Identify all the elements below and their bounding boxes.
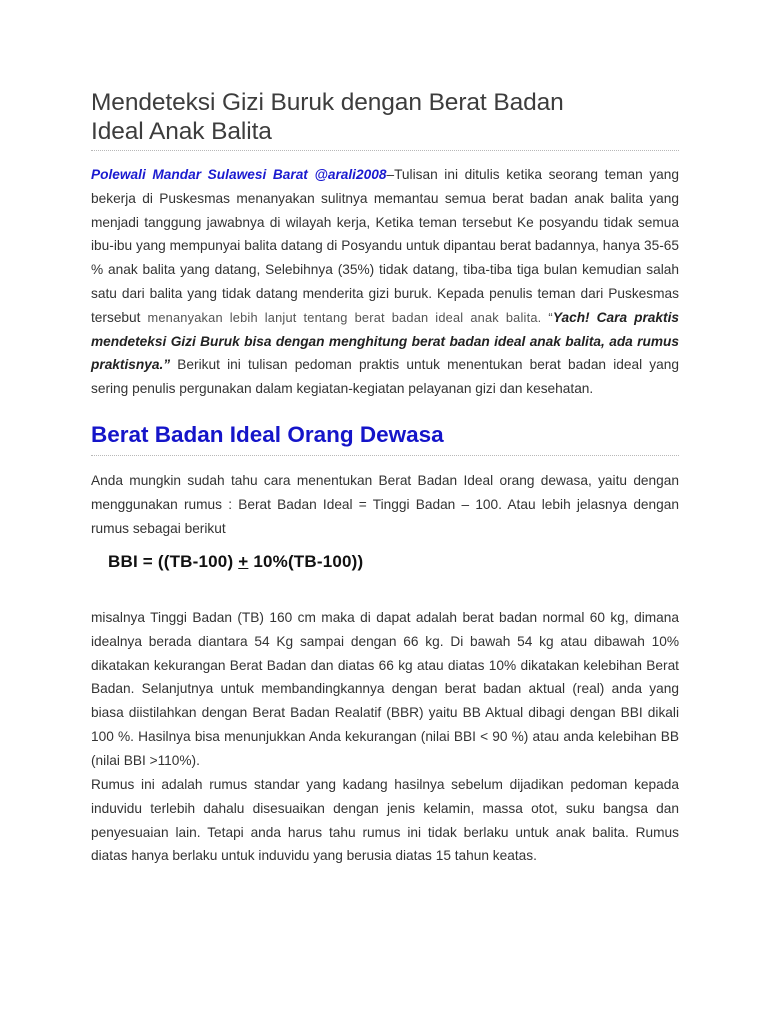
title-divider bbox=[91, 150, 679, 151]
formula-plus-minus: + bbox=[238, 552, 249, 571]
intro-text-1: Tulisan ini ditulis ketika seorang teman yang bekerja di Puskesmas menanyakan sulitnya memantau semua berat badan anak balita yang menjadi tanggung jawabnya di wilayah kerja, Ketika teman tersebut Ke posyandu tidak semua ibu-ibu yang mempunyai balita datang di Posyandu untuk dipantau berat badannya, hanya 35-65 % anak balita yang datang, Selebihnya (35%) tidak datang, tiba-tiba tiga bulan kemudian salah satu dari balita yang tidak datang menderita gizi buruk. Kepada penulis teman dari Puskesmas tersebut bbox=[91, 167, 679, 325]
article-title-line-1: Mendeteksi Gizi Buruk dengan Berat Badan bbox=[91, 89, 564, 116]
section-heading: Berat Badan Ideal Orang Dewasa bbox=[91, 422, 444, 447]
section-divider bbox=[91, 455, 679, 456]
section-intro-paragraph: Anda mungkin sudah tahu cara menentukan Berat Badan Ideal orang dewasa, yaitu dengan menggunakan rumus : Berat Badan Ideal = Tinggi Badan – 100. Atau lebih jelasnya dengan rumus sebagai berikut bbox=[91, 473, 679, 536]
intro-dash: – bbox=[386, 167, 395, 182]
example-paragraph: misalnya Tinggi Badan (TB) 160 cm maka di dapat adalah berat badan normal 60 kg, dimana idealnya berada diantara 54 Kg sampai dengan 66 kg. Di bawah 54 kg atau dibawah 10% dikatakan kekurangan Berat Badan dan diatas 66 kg atau diatas 10% dikatakan kelebihan Berat Badan. Selanjutnya untuk membandingkannya dengan berat badan aktual (real) anda yang biasa diistilahkan dengan Berat Badan Realatif (BBR) yaitu BB Aktual dibagi dengan BBI dikali 100 %. Hasilnya bisa menunjukkan Anda kekurangan (nilai BBI < 90 %) atau anda kelebihan BB (nilai BBI >110%). bbox=[91, 610, 679, 768]
intro-paragraph bbox=[91, 163, 679, 401]
formula-part-2: 10%(TB-100)) bbox=[248, 552, 364, 571]
author-location-link[interactable]: Polewali Mandar Sulawesi Barat @arali2008 bbox=[91, 167, 387, 182]
bbi-formula bbox=[108, 552, 363, 572]
article-title bbox=[91, 88, 691, 146]
closing-paragraph: Rumus ini adalah rumus standar yang kadang hasilnya sebelum dijadikan pedoman kepada induvidu terlebih dahalu disesuaikan dengan jenis kelamin, massa otot, suku bangsa dan penyesuaian lain. Tetapi anda harus tahu rumus ini tidak berlaku untuk anak balita. Rumus diatas hanya berlaku untuk induvidu yang berusia diatas 15 tahun keatas. bbox=[91, 777, 679, 864]
article-title-line-2: Ideal Anak Balita bbox=[91, 118, 272, 145]
intro-quiet-text: menanyakan lebih lanjut tentang berat badan ideal anak balita. “ bbox=[147, 309, 553, 325]
intro-text-2: Berikut ini tulisan pedoman praktis untuk menentukan berat badan ideal yang sering penulis pergunakan dalam kegiatan-kegiatan pelayanan gizi dan kesehatan. bbox=[91, 357, 679, 397]
intro-emphasis: Yach! Cara praktis mendeteksi Gizi Buruk bisa dengan menghitung berat badan ideal anak balita, ada rumus praktisnya.” bbox=[91, 309, 679, 373]
formula-part-1: BBI = ((TB-100) bbox=[108, 552, 239, 571]
